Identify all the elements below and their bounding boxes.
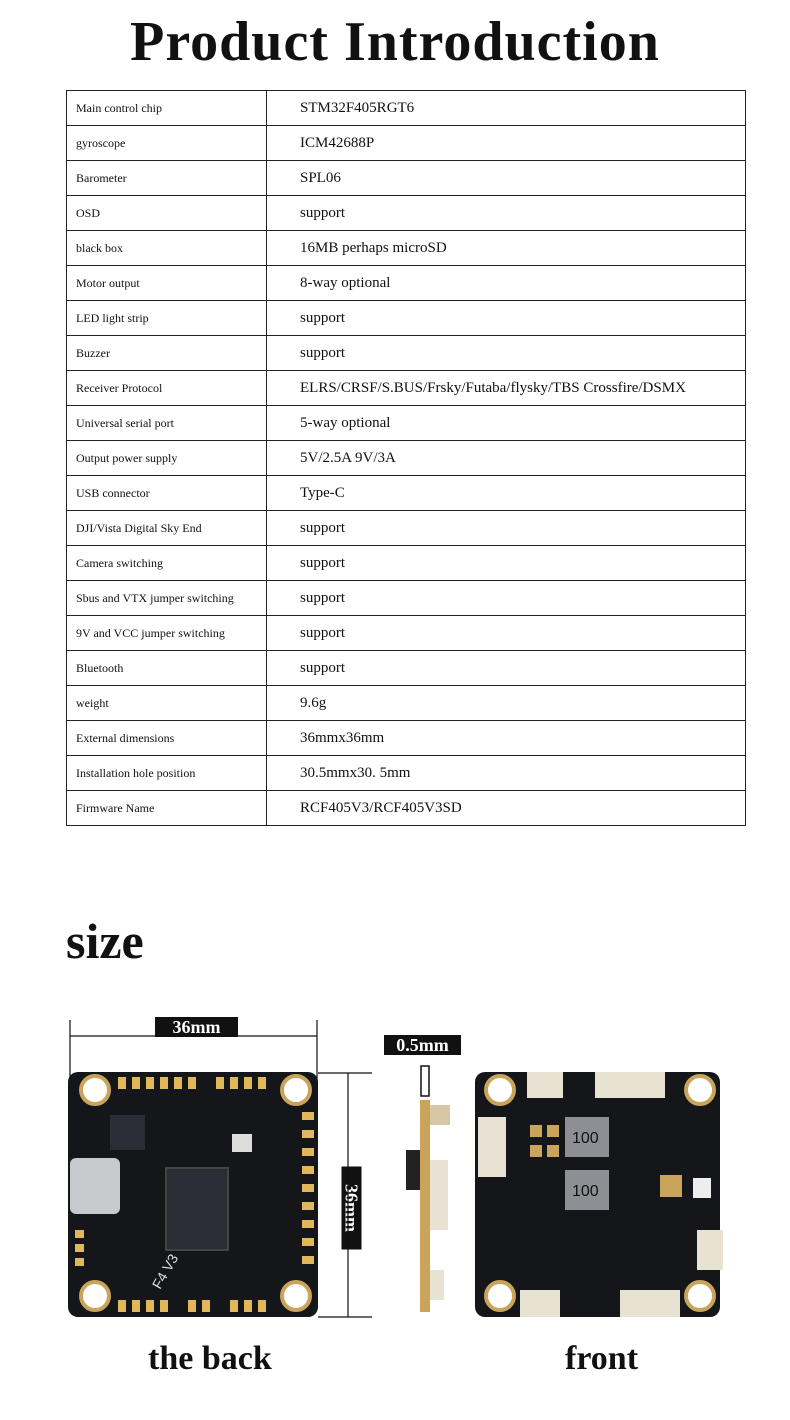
spec-value: 16MB perhaps microSD	[267, 231, 746, 266]
spec-label: Sbus and VTX jumper switching	[67, 581, 267, 616]
spec-row	[67, 266, 746, 301]
spec-label: LED light strip	[67, 301, 267, 336]
spec-row	[67, 371, 746, 406]
spec-label: Buzzer	[67, 336, 267, 371]
spec-value: RCF405V3/RCF405V3SD	[267, 791, 746, 826]
spec-row	[67, 231, 746, 266]
spec-row	[67, 406, 746, 441]
spec-label: weight	[67, 686, 267, 721]
size-heading: size	[66, 913, 144, 969]
spec-value: support	[267, 511, 746, 546]
front-inductor-marking-2: 100	[572, 1183, 599, 1200]
spec-value: 8-way optional	[267, 266, 746, 301]
height-dimension-lines	[318, 1073, 372, 1317]
page-title: Product Introduction	[130, 11, 660, 73]
spec-row	[67, 301, 746, 336]
spec-label: DJI/Vista Digital Sky End	[67, 511, 267, 546]
width-dimension-label: 36mm	[155, 1017, 238, 1037]
side-profile-image	[406, 1066, 450, 1312]
spec-label: External dimensions	[67, 721, 267, 756]
spec-value: 5-way optional	[267, 406, 746, 441]
spec-row	[67, 721, 746, 756]
spec-label: OSD	[67, 196, 267, 231]
spec-label: Universal serial port	[67, 406, 267, 441]
spec-label: Bluetooth	[67, 651, 267, 686]
spec-label: black box	[67, 231, 267, 266]
spec-label: Barometer	[67, 161, 267, 196]
spec-label: Output power supply	[67, 441, 267, 476]
spec-value: 36mmx36mm	[267, 721, 746, 756]
spec-row	[67, 91, 746, 126]
spec-value: 9.6g	[267, 686, 746, 721]
spec-row	[67, 651, 746, 686]
spec-row	[67, 336, 746, 371]
spec-value: Type-C	[267, 476, 746, 511]
spec-row	[67, 511, 746, 546]
spec-row	[67, 126, 746, 161]
spec-value: support	[267, 546, 746, 581]
spec-row	[67, 476, 746, 511]
back-board-image	[68, 1072, 318, 1317]
spec-label: Camera switching	[67, 546, 267, 581]
spec-row	[67, 686, 746, 721]
spec-row	[67, 196, 746, 231]
thickness-dimension-label: 0.5mm	[384, 1035, 461, 1055]
spec-row	[67, 546, 746, 581]
spec-value: STM32F405RGT6	[267, 91, 746, 126]
front-caption: front	[565, 1340, 639, 1377]
spec-row	[67, 791, 746, 826]
spec-row	[67, 161, 746, 196]
board-figure	[0, 990, 790, 1330]
spec-value: support	[267, 651, 746, 686]
spec-value: ELRS/CRSF/S.BUS/Frsky/Futaba/flysky/TBS Crossfire/DSMX	[267, 371, 746, 406]
spec-row	[67, 441, 746, 476]
spec-label: USB connector	[67, 476, 267, 511]
spec-row	[67, 616, 746, 651]
spec-label: 9V and VCC jumper switching	[67, 616, 267, 651]
spec-value: SPL06	[267, 161, 746, 196]
back-caption: the back	[148, 1340, 272, 1377]
height-dimension-label: 36mm	[342, 1167, 362, 1250]
spec-label: Main control chip	[67, 91, 267, 126]
spec-label: Receiver Protocol	[67, 371, 267, 406]
front-board-image	[475, 1072, 723, 1317]
width-dimension-lines	[70, 1020, 317, 1080]
back-board-marking: F4 V3	[148, 1251, 182, 1292]
spec-value: ICM42688P	[267, 126, 746, 161]
spec-value: support	[267, 581, 746, 616]
spec-label: Firmware Name	[67, 791, 267, 826]
spec-table	[66, 90, 746, 826]
front-inductor-marking-1: 100	[572, 1130, 599, 1147]
spec-value: 30.5mmx30. 5mm	[267, 756, 746, 791]
spec-label: Installation hole position	[67, 756, 267, 791]
spec-value: support	[267, 616, 746, 651]
spec-row	[67, 756, 746, 791]
spec-value: 5V/2.5A 9V/3A	[267, 441, 746, 476]
spec-value: support	[267, 196, 746, 231]
spec-value: support	[267, 336, 746, 371]
spec-value: support	[267, 301, 746, 336]
spec-label: gyroscope	[67, 126, 267, 161]
spec-row	[67, 581, 746, 616]
spec-label: Motor output	[67, 266, 267, 301]
